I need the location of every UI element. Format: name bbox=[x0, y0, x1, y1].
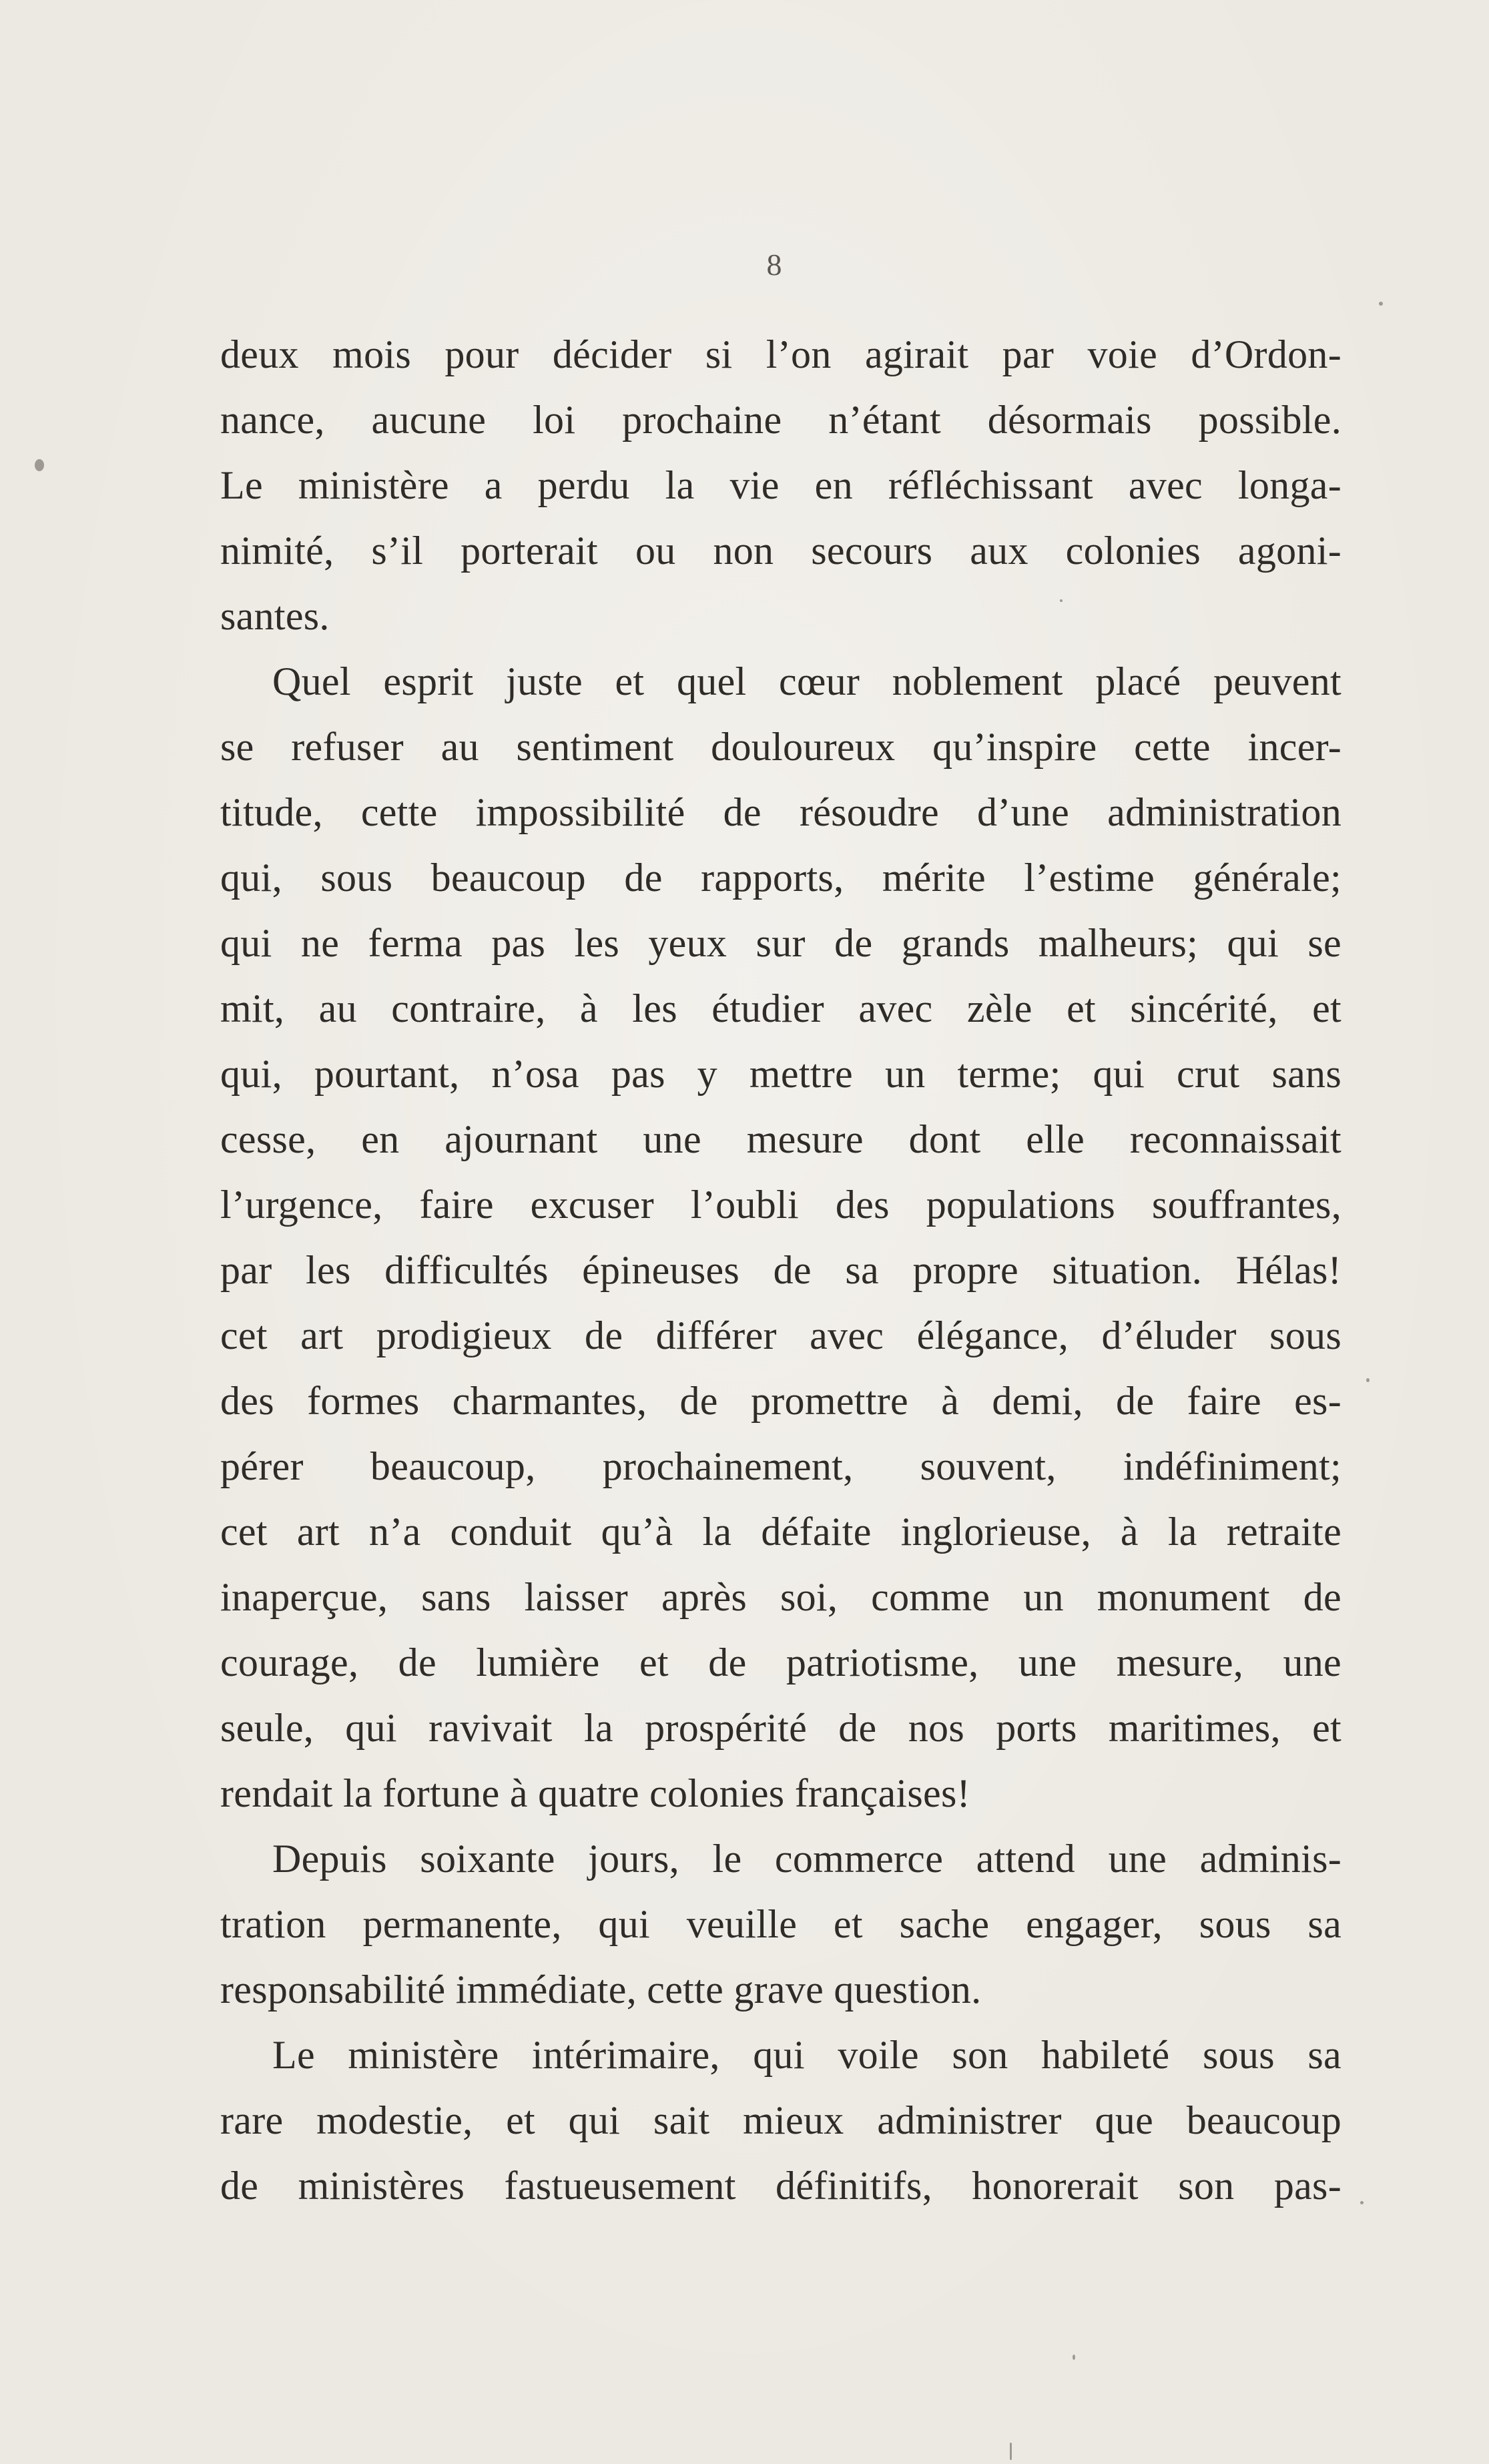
text-line: Quel esprit juste et quel cœur noblement placé peuvent bbox=[272, 659, 1342, 703]
paragraph bbox=[220, 322, 1342, 649]
text-line: nimité, s’il porterait ou non secours aux colonies agoni- bbox=[220, 529, 1342, 573]
text-line: cet art n’a conduit qu’à la défaite inglorieuse, à la retraite bbox=[220, 1510, 1342, 1554]
text-line: Le ministère intérimaire, qui voile son habileté sous sa bbox=[272, 2033, 1342, 2077]
paragraph bbox=[220, 1826, 1342, 2022]
text-line: Depuis soixante jours, le commerce attend une adminis- bbox=[272, 1837, 1342, 1881]
text-line: cet art prodigieux de différer avec élégance, d’éluder sous bbox=[220, 1313, 1342, 1357]
paragraph bbox=[220, 649, 1342, 1826]
text-line: qui ne ferma pas les yeux sur de grands malheurs; qui se bbox=[220, 921, 1342, 965]
text-line: de ministères fastueusement définitifs, honorerait son pas- bbox=[220, 2164, 1342, 2208]
text-line: Le ministère a perdu la vie en réfléchissant avec longa- bbox=[220, 463, 1342, 507]
text-line: mit, au contraire, à les étudier avec zèle et sincérité, et bbox=[220, 986, 1342, 1030]
text-line: santes. bbox=[220, 594, 330, 638]
paper-speck bbox=[1379, 302, 1383, 306]
text-line: rendait la fortune à quatre colonies françaises! bbox=[220, 1771, 970, 1815]
text-line: responsabilité immédiate, cette grave question. bbox=[220, 1967, 982, 2012]
text-line: se refuser au sentiment douloureux qu’inspire cette incer- bbox=[220, 725, 1342, 769]
text-line: deux mois pour décider si l’on agirait par voie d’Ordon- bbox=[220, 332, 1342, 376]
paragraph bbox=[220, 2022, 1342, 2218]
text-line: nance, aucune loi prochaine n’étant désormais possible. bbox=[220, 398, 1342, 442]
page-number: 8 bbox=[766, 248, 782, 282]
paper-speck bbox=[1366, 1378, 1370, 1382]
text-line: l’urgence, faire excuser l’oubli des populations souffrantes, bbox=[220, 1183, 1342, 1227]
text-line: courage, de lumière et de patriotisme, une mesure, une bbox=[220, 1640, 1342, 1684]
body-text bbox=[220, 322, 1342, 2218]
paper-speck bbox=[1060, 599, 1063, 602]
text-line: qui, pourtant, n’osa pas y mettre un terme; qui crut sans bbox=[220, 1052, 1342, 1096]
text-line: cesse, en ajournant une mesure dont elle reconnaissait bbox=[220, 1117, 1342, 1161]
text-line: inaperçue, sans laisser après soi, comme un monument de bbox=[220, 1575, 1342, 1619]
text-line: pérer beaucoup, prochainement, souvent, indéfiniment; bbox=[220, 1444, 1342, 1488]
paper-speck bbox=[1360, 2201, 1364, 2204]
text-line: tration permanente, qui veuille et sache engager, sous sa bbox=[220, 1902, 1342, 1946]
text-line: seule, qui ravivait la prospérité de nos ports maritimes, et bbox=[220, 1706, 1342, 1750]
paper-speck bbox=[35, 459, 44, 471]
paper-speck bbox=[1010, 2443, 1012, 2460]
paper-speck bbox=[1073, 2355, 1075, 2360]
text-line: titude, cette impossibilité de résoudre d’une administration bbox=[220, 790, 1342, 834]
text-line: qui, sous beaucoup de rapports, mérite l’estime générale; bbox=[220, 856, 1342, 900]
text-line: par les difficultés épineuses de sa propre situation. Hélas! bbox=[220, 1248, 1342, 1292]
text-line: des formes charmantes, de promettre à demi, de faire es- bbox=[220, 1379, 1342, 1423]
text-line: rare modestie, et qui sait mieux administrer que beaucoup bbox=[220, 2098, 1342, 2142]
